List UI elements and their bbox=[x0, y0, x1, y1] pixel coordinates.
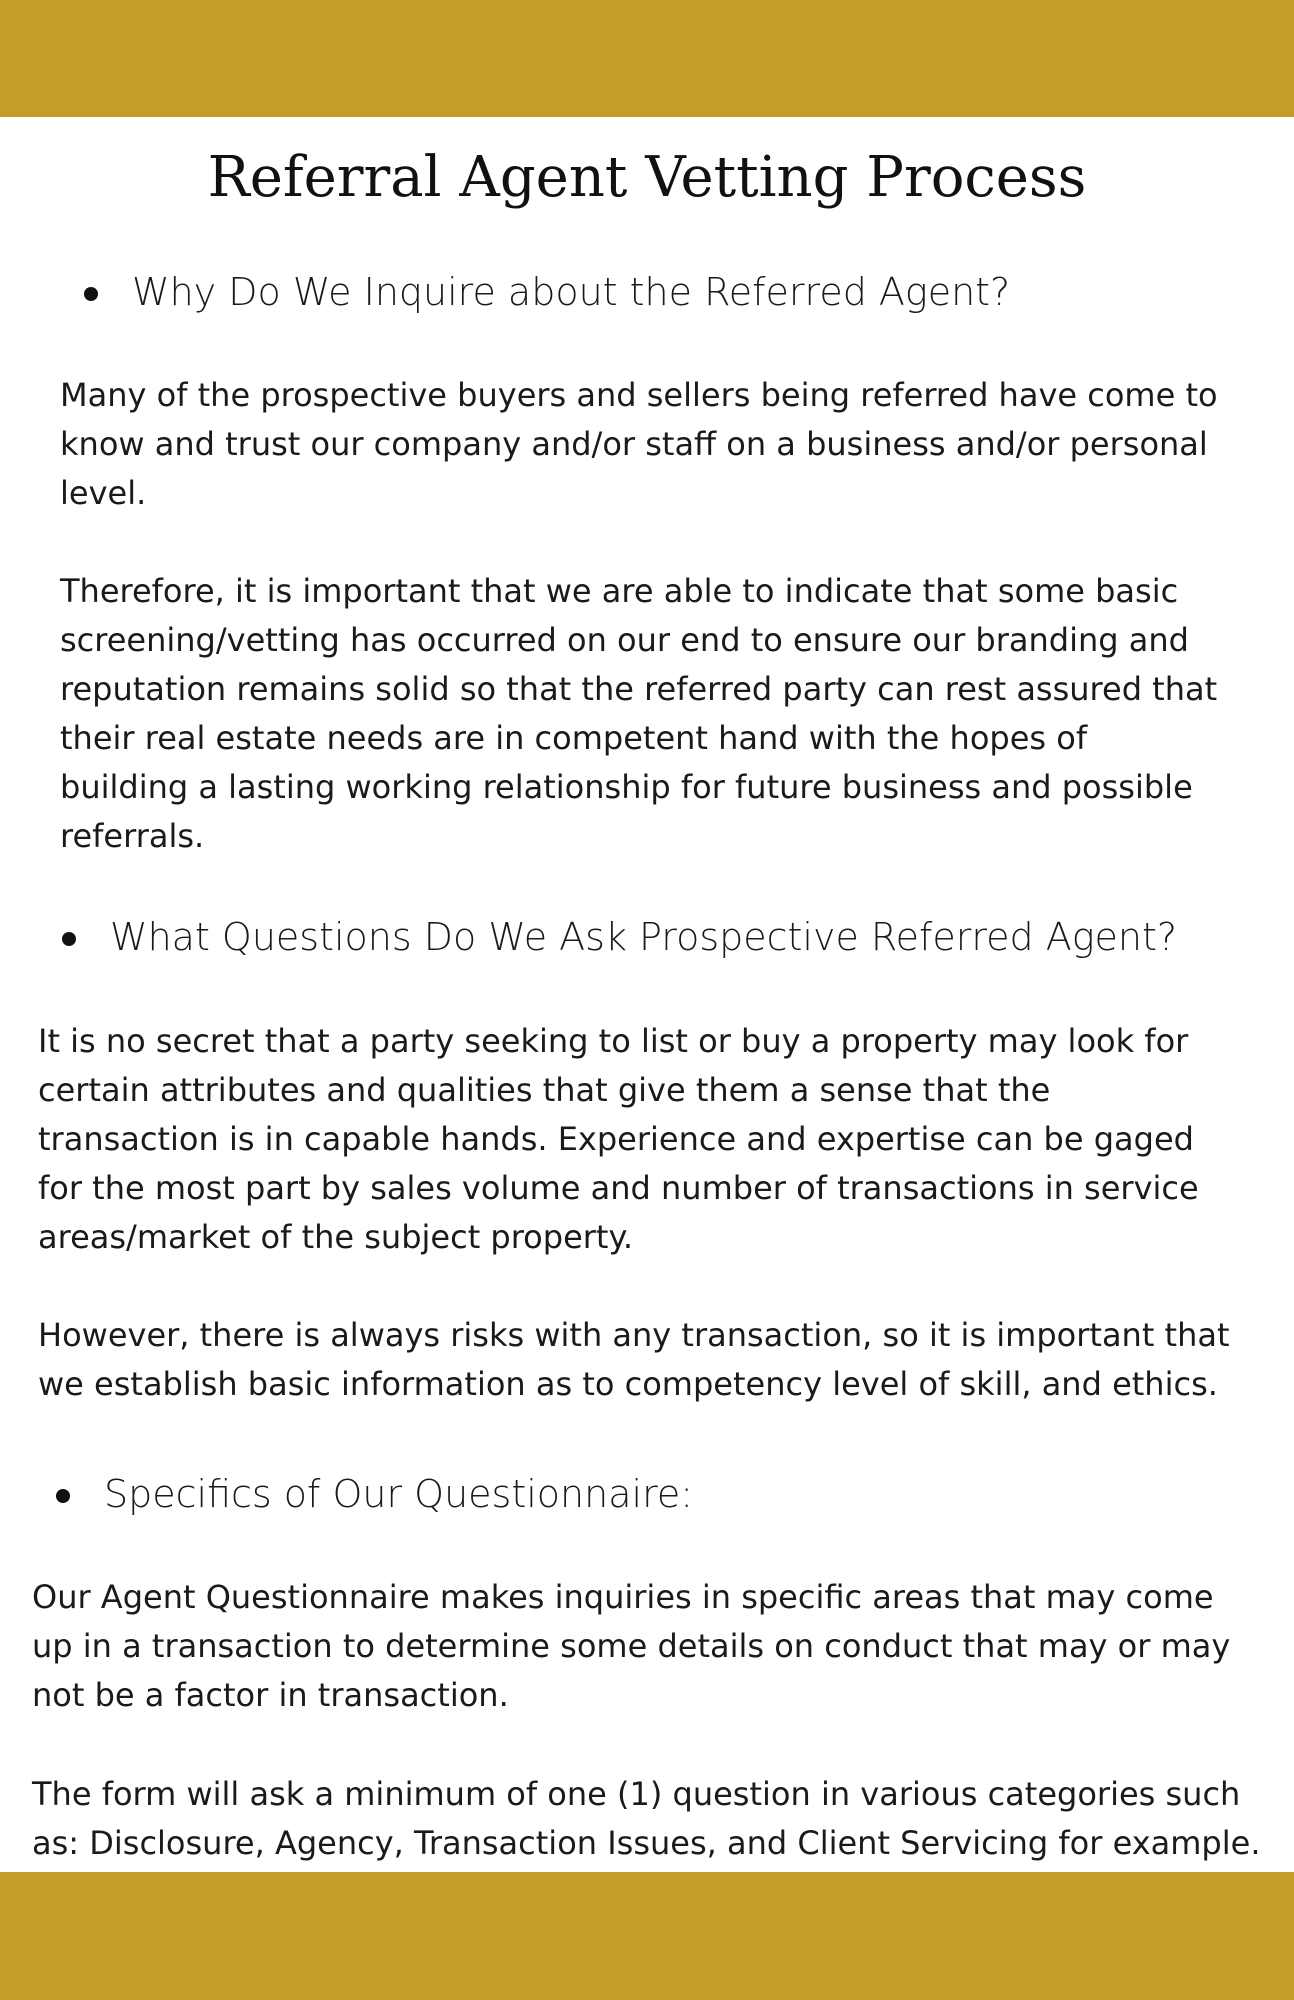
section-heading-why-inquire bbox=[132, 267, 1010, 317]
paragraph-line: transaction is in capable hands. Experience and expertise can be gaged bbox=[38, 1120, 1194, 1158]
paragraph-line: not be a factor in transaction. bbox=[32, 1676, 509, 1714]
paragraph-line: reputation remains solid so that the referred party can rest assured that bbox=[60, 670, 1218, 708]
paragraph bbox=[60, 567, 1217, 861]
bullet-icon bbox=[84, 287, 98, 301]
paragraph-line: The form will ask a minimum of one (1) question in various categories such bbox=[32, 1775, 1241, 1813]
paragraph-line: Therefore, it is important that we are able to indicate that some basic bbox=[60, 572, 1179, 610]
paragraph-line: for the most part by sales volume and number of transactions in service bbox=[38, 1169, 1199, 1207]
section-heading-what-questions bbox=[110, 912, 1177, 962]
top-gold-band bbox=[0, 0, 1294, 117]
bullet-icon bbox=[62, 932, 76, 946]
paragraph bbox=[60, 371, 1218, 518]
paragraph-line: screening/vetting has occurred on our end to ensure our branding and bbox=[60, 621, 1189, 659]
section-heading-text: Why Do We Inquire about the Referred Agent? bbox=[132, 270, 1011, 314]
paragraph-line: their real estate needs are in competent hand with the hopes of bbox=[60, 719, 1088, 757]
paragraph-line: we establish basic information as to competency level of skill, and ethics. bbox=[38, 1365, 1218, 1403]
paragraph-line: level. bbox=[60, 474, 147, 512]
paragraph-line: as: Disclosure, Agency, Transaction Issues, and Client Servicing for example. bbox=[32, 1824, 1261, 1862]
paragraph-line: Our Agent Questionnaire makes inquiries in specific areas that may come bbox=[32, 1578, 1214, 1616]
paragraph-line: referrals. bbox=[60, 817, 205, 855]
paragraph bbox=[32, 1573, 1230, 1720]
paragraph-line: It is no secret that a party seeking to list or buy a property may look for bbox=[38, 1022, 1189, 1060]
paragraph-line: certain attributes and qualities that give them a sense that the bbox=[38, 1071, 1051, 1109]
section-heading-specifics bbox=[104, 1469, 693, 1519]
page-title: Referral Agent Vetting Process bbox=[207, 145, 1087, 210]
paragraph-line: However, there is always risks with any transaction, so it is important that bbox=[38, 1316, 1230, 1354]
paragraph-line: areas/market of the subject property. bbox=[38, 1218, 633, 1256]
paragraph bbox=[38, 1017, 1199, 1262]
paragraph-line: up in a transaction to determine some details on conduct that may or may bbox=[32, 1627, 1231, 1665]
paragraph-line: know and trust our company and/or staff on a business and/or personal bbox=[60, 425, 1208, 463]
bullet-icon bbox=[56, 1489, 70, 1503]
section-heading-text: Specifics of Our Questionnaire: bbox=[104, 1472, 694, 1516]
paragraph bbox=[38, 1311, 1230, 1409]
paragraph bbox=[32, 1770, 1260, 1868]
paragraph-line: Many of the prospective buyers and sellers being referred have come to bbox=[60, 376, 1218, 414]
bottom-gold-band bbox=[0, 1872, 1294, 2000]
section-heading-text: What Questions Do We Ask Prospective Referred Agent? bbox=[110, 915, 1178, 959]
paragraph-line: building a lasting working relationship for future business and possible bbox=[60, 768, 1193, 806]
